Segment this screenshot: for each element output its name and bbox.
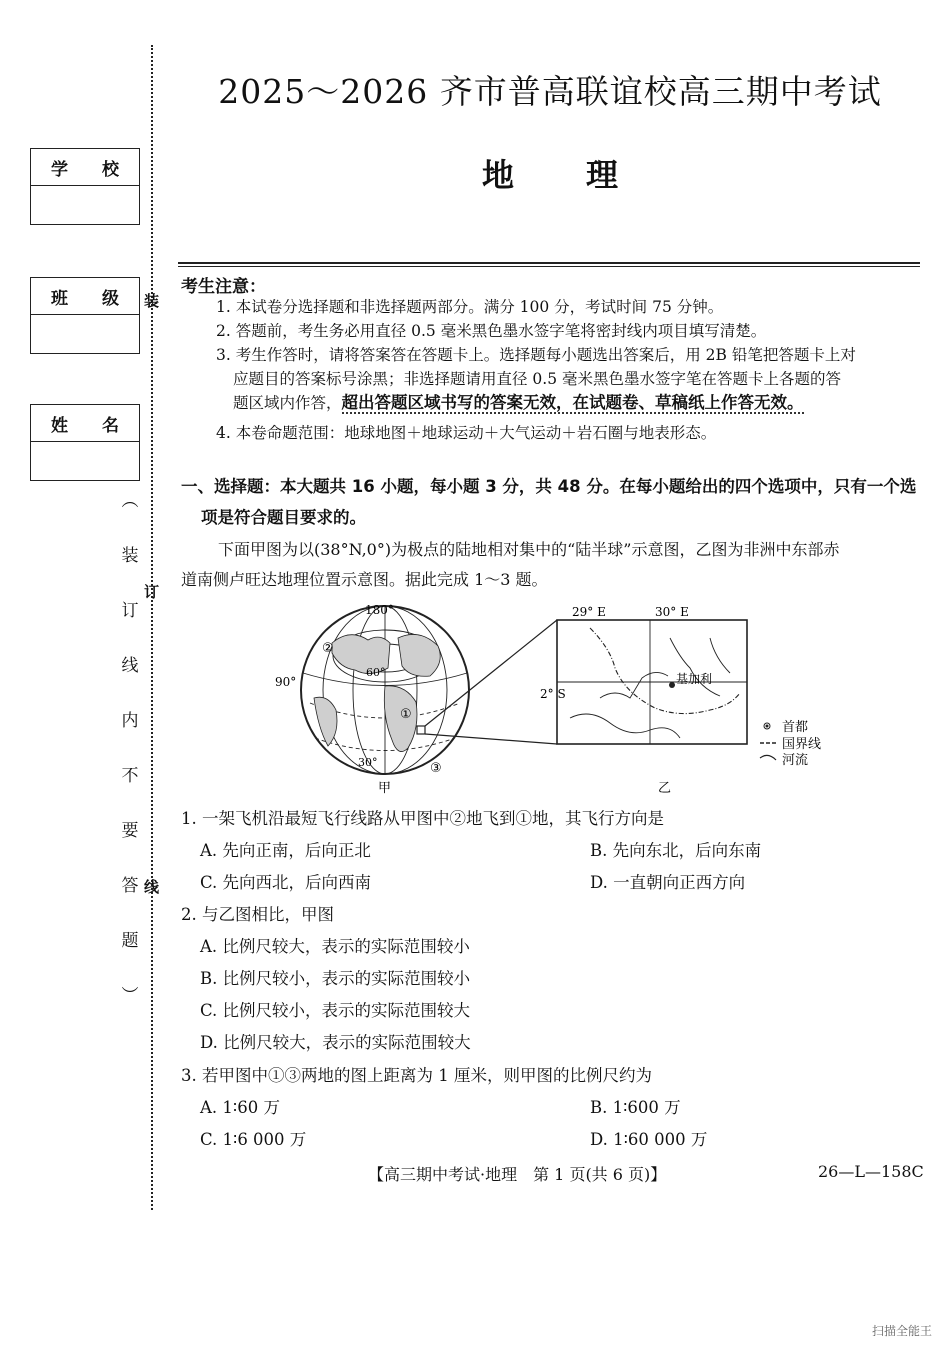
q1-option-d[interactable]: D. 一直朝向正西方向 — [590, 873, 746, 892]
school-label: 学 校 — [31, 149, 139, 186]
figure-maps — [270, 598, 840, 798]
question-2-stem: 2. 与乙图相比，甲图 — [181, 905, 334, 924]
map-lon-29: 29° E — [572, 605, 606, 619]
binding-char-xian: 线 — [144, 878, 160, 896]
globe-label-180: 180° — [365, 603, 394, 617]
globe-point-1: ① — [400, 707, 412, 722]
globe-label-30: 30° — [358, 756, 378, 769]
q3-option-c[interactable]: C. 1∶6 000 万 — [200, 1130, 307, 1149]
map-lon-30: 30° E — [655, 605, 689, 619]
map-lat-2s: 2° S — [540, 687, 566, 701]
section-heading-cont: 项是符合题目要求的。 — [201, 508, 366, 527]
page-footer: 【高三期中考试·地理 第 1 页(共 6 页)】 — [368, 1165, 667, 1184]
binding-char-zhuang: 装 — [144, 292, 160, 310]
q3-option-b[interactable]: B. 1∶600 万 — [590, 1098, 681, 1117]
name-blank[interactable] — [31, 442, 139, 480]
paper-code: 26—L—158C — [818, 1162, 924, 1181]
subject-title: 地 理 — [481, 156, 619, 194]
exam-title: 2025～2026 齐市普高联谊校高三期中考试 — [218, 72, 882, 111]
class-label: 班 级 — [31, 278, 139, 315]
notice-item-1: 1. 本试卷分选择题和非选择题两部分。满分 100 分，考试时间 75 分钟。 — [216, 298, 724, 316]
globe-label-90: 90° — [275, 675, 297, 689]
q3-option-d[interactable]: D. 1∶60 000 万 — [590, 1130, 708, 1149]
intro-line-2: 道南侧卢旺达地理位置示意图。据此完成 1～3 题。 — [181, 570, 548, 589]
section-heading: 一、选择题：本大题共 16 小题，每小题 3 分，共 48 分。在每小题给出的四个选项中，只有一个选 — [181, 477, 917, 496]
q1-option-b[interactable]: B. 先向东北，后向东南 — [590, 841, 762, 860]
q1-option-c[interactable]: C. 先向西北，后向西南 — [200, 873, 372, 892]
class-blank[interactable] — [31, 315, 139, 353]
name-box — [30, 404, 140, 481]
caption-jia: 甲 — [378, 781, 392, 796]
notice-item-3: 3. 考生作答时，请将答案答在答题卡上。选择题每小题选出答案后，用 2B 铅笔把答题卡上对 — [216, 346, 856, 364]
question-1-stem: 1. 一架飞机沿最短飞行线路从甲图中②地飞到①地，其飞行方向是 — [181, 809, 664, 828]
school-box — [30, 148, 140, 225]
legend-capital: 首都 — [782, 720, 809, 735]
notice-item-3-cont: 应题目的答案标号涂黑；非选择题请用直径 0.5 毫米黑色墨水签字笔在答题卡上各题的答 — [233, 370, 842, 388]
globe-label-60: 60° — [366, 666, 386, 679]
header-rule-thin — [178, 266, 920, 267]
legend-river: 河流 — [782, 753, 809, 768]
map-legend — [760, 723, 776, 760]
q3-option-a[interactable]: A. 1∶60 万 — [200, 1098, 280, 1117]
globe-map — [301, 606, 469, 774]
school-blank[interactable] — [31, 186, 139, 224]
question-3-stem: 3. 若甲图中①③两地的图上距离为 1 厘米，则甲图的比例尺约为 — [181, 1066, 652, 1085]
class-box — [30, 277, 140, 354]
caption-yi: 乙 — [658, 781, 672, 796]
globe-point-2: ② — [322, 641, 334, 656]
q2-option-c[interactable]: C. 比例尺较小，表示的实际范围较大 — [200, 1001, 471, 1020]
rwanda-map — [557, 620, 747, 744]
notice-heading: 考生注意： — [181, 277, 266, 297]
binding-dotted-line — [151, 45, 153, 1210]
notice-item-2: 2. 答题前，考生务必用直径 0.5 毫米黑色墨水签字笔将密封线内项目填写清楚。 — [216, 322, 767, 340]
name-label: 姓 名 — [31, 405, 139, 442]
header-rule — [178, 262, 920, 264]
globe-point-3: ③ — [430, 761, 442, 776]
intro-line-1: 下面甲图为以(38°N,0°)为极点的陆地相对集中的“陆半球”示意图，乙图为非洲中东部赤 — [218, 540, 840, 559]
q2-option-b[interactable]: B. 比例尺较小，表示的实际范围较小 — [200, 969, 471, 988]
notice-warning: 超出答题区域书写的答案无效，在试题卷、草稿纸上作答无效。 — [341, 393, 804, 412]
scanner-watermark: 扫描全能王 — [871, 1324, 932, 1338]
legend-border: 国界线 — [782, 737, 822, 752]
q1-option-a[interactable]: A. 先向正南，后向正北 — [200, 841, 371, 860]
q2-option-a[interactable]: A. 比例尺较大，表示的实际范围较小 — [200, 937, 470, 956]
binding-char-ding: 订 — [144, 583, 160, 601]
notice-item-4: 4. 本卷命题范围：地球地图＋地球运动＋大气运动＋岩石圈与地表形态。 — [216, 424, 717, 442]
map-capital-kigali: 基加利 — [676, 672, 713, 686]
q2-option-d[interactable]: D. 比例尺较大，表示的实际范围较大 — [200, 1033, 471, 1052]
no-answer-vertical-note: ︵ 装 订 线 内 不 要 答 题 ︶ — [121, 491, 139, 1006]
notice-item-3-cont2: 题区域内作答，超出答题区域书写的答案无效，在试题卷、草稿纸上作答无效。 — [233, 393, 804, 412]
